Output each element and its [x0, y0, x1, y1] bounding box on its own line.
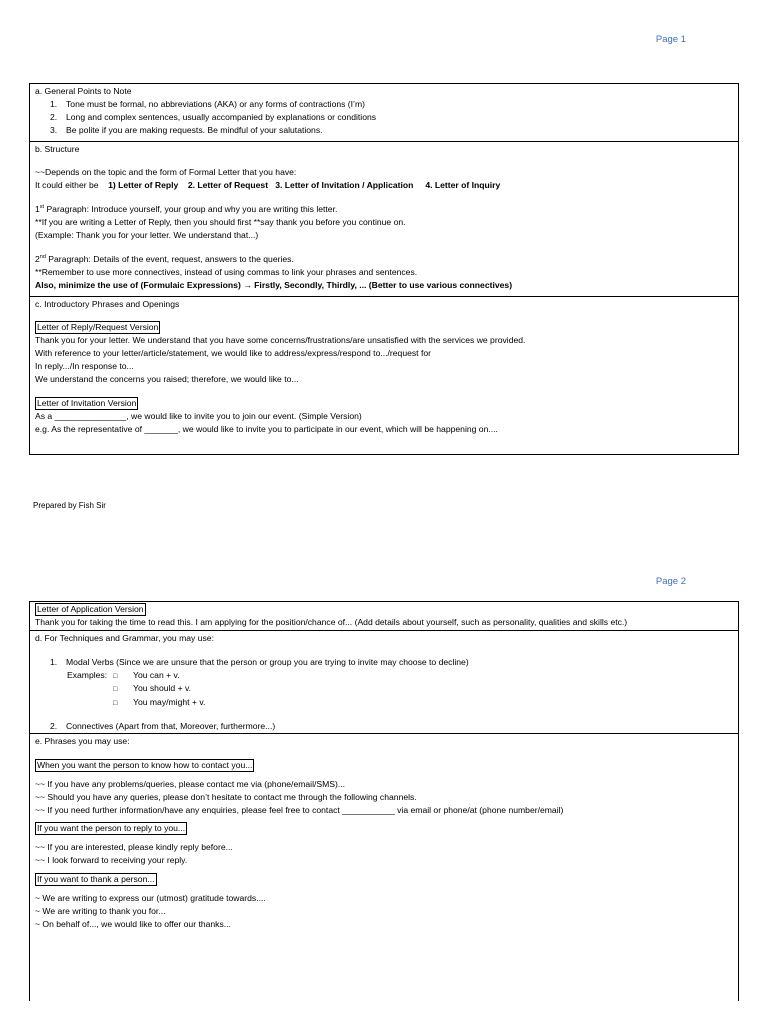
invitation-version-heading: Letter of Invitation Version [37, 397, 137, 408]
phrase-line: We understand the concerns you raised; therefore, we would like to... [35, 374, 299, 385]
list-item: 3. Be polite if you are making requests. Be mindful of your salutations. [50, 124, 323, 135]
page-number: Page 1 [655, 34, 686, 45]
structure-intro: ~~Depends on the topic and the form of Formal Letter that you have: [35, 167, 297, 178]
examples-row: □ You may/might + v. [35, 696, 733, 710]
section-title: e. Phrases you may use: [35, 735, 130, 746]
list-item: 2. Long and complex sentences, usually accompanied by explanations or conditions [50, 111, 377, 122]
section-application [30, 602, 738, 630]
notes-table [29, 83, 739, 455]
phrase-line: In reply.../In response to... [35, 361, 134, 372]
page-number: Page 2 [655, 576, 686, 587]
phrase-line: ~~ If you are interested, please kindly reply before... [35, 842, 233, 853]
paragraph-1-example: (Example: Thank you for your letter. We understand that...) [35, 230, 259, 241]
list-item: 2. Connectives (Apart from that, Moreover, furthermore...) [50, 721, 276, 732]
phrase-line: As a _______________, we would like to invite you to join our event. (Simple Version) [35, 410, 362, 421]
page-2 [0, 548, 768, 1024]
section-phrases [30, 733, 738, 1001]
paragraph-2-note: **Remember to use more connectives, instead of using commas to link your phrases and sentences. [35, 266, 418, 277]
phrase-line: ~~ If you need further information/have any enquiries, please feel free to contact ___________ via email or phone/at (phone number/email) [35, 804, 564, 815]
list-item: 1. Tone must be formal, no abbreviations (AKA) or any forms of contractions (I’m) [50, 98, 365, 109]
phrase-line: ~~ If you have any problems/queries, please contact me via (phone/email/SMS)... [35, 778, 346, 789]
phrase-line: Thank you for taking the time to read this. I am applying for the position/chance of... (Add details about yourself, such as personality, qualities and skills etc.) [35, 616, 628, 627]
phrase-line: ~~ I look forward to receiving your reply. [35, 855, 188, 866]
section-title: d. For Techniques and Grammar, you may use: [35, 632, 214, 643]
phrase-line: e.g. As the representative of _______, we would like to invite you to participate in our event, which will be happening on.... [35, 423, 498, 434]
section-title: a. General Points to Note [35, 86, 132, 96]
section-techniques-grammar [30, 630, 738, 733]
section-structure [30, 141, 738, 296]
paragraph-1-note: **If you are writing a Letter of Reply, then you should first **say thank you before you continue on. [35, 217, 406, 228]
letter-types: It could either be 1) Letter of Reply 2. Letter of Request 3. Letter of Invitation / Application 4. Letter of Inquiry [35, 180, 501, 191]
section-general-points [30, 84, 738, 141]
phrase-line: ~~ Should you have any queries, please don’t hesitate to contact me through the following channels. [35, 791, 417, 802]
paragraph-1-desc: 1st Paragraph: Introduce yourself, your group and why you are writing this letter. [35, 204, 338, 215]
paragraph-2-desc: 2nd Paragraph: Details of the event, request, answers to the queries. [35, 253, 294, 264]
phrase-line: ~ We are writing to express our (utmost) gratitude towards.... [35, 892, 266, 903]
general-points-list [35, 98, 733, 137]
reply-version-heading: Letter of Reply/Request Version [37, 322, 159, 333]
notes-table [29, 601, 739, 1001]
paragraph-2-bold-note: Also, minimize the use of (Formulaic Expressions) → Firstly, Secondly, Thirdly, ... (Better to use various connectives) [35, 279, 513, 290]
reply-heading: If you want the person to reply to you... [37, 823, 186, 834]
section-introductory-phrases [30, 296, 738, 454]
section-title: b. Structure [35, 143, 80, 154]
phrase-line: ~ We are writing to thank you for... [35, 905, 166, 916]
examples-row: Examples: □ You can + v. [35, 669, 733, 683]
contact-heading: When you want the person to know how to contact you... [37, 759, 253, 770]
section-title: c. Introductory Phrases and Openings [35, 298, 180, 309]
checkbox-glyph-icon: □ [113, 672, 118, 680]
checkbox-glyph-icon: □ [113, 686, 118, 694]
phrase-line: ~ On behalf of..., we would like to offer our thanks... [35, 918, 231, 929]
phrase-line: With reference to your letter/article/statement, we would like to address/express/respond to.../request for [35, 348, 431, 359]
examples-label: Examples: [67, 669, 108, 680]
checkbox-glyph-icon: □ [113, 699, 118, 707]
list-item: 1. Modal Verbs (Since we are unsure that the person or group you are trying to invite may choose to decline) [50, 656, 469, 667]
application-version-heading: Letter of Application Version [37, 604, 144, 614]
thank-heading: If you want to thank a person... [37, 874, 155, 885]
phrase-line: Thank you for your letter. We understand that you have some concerns/frustrations/are unsatisfied with the services we provided. [35, 335, 526, 346]
examples-row: □ You should + v. [35, 682, 733, 696]
footer-author: Prepared by Fish Sir [33, 501, 106, 510]
